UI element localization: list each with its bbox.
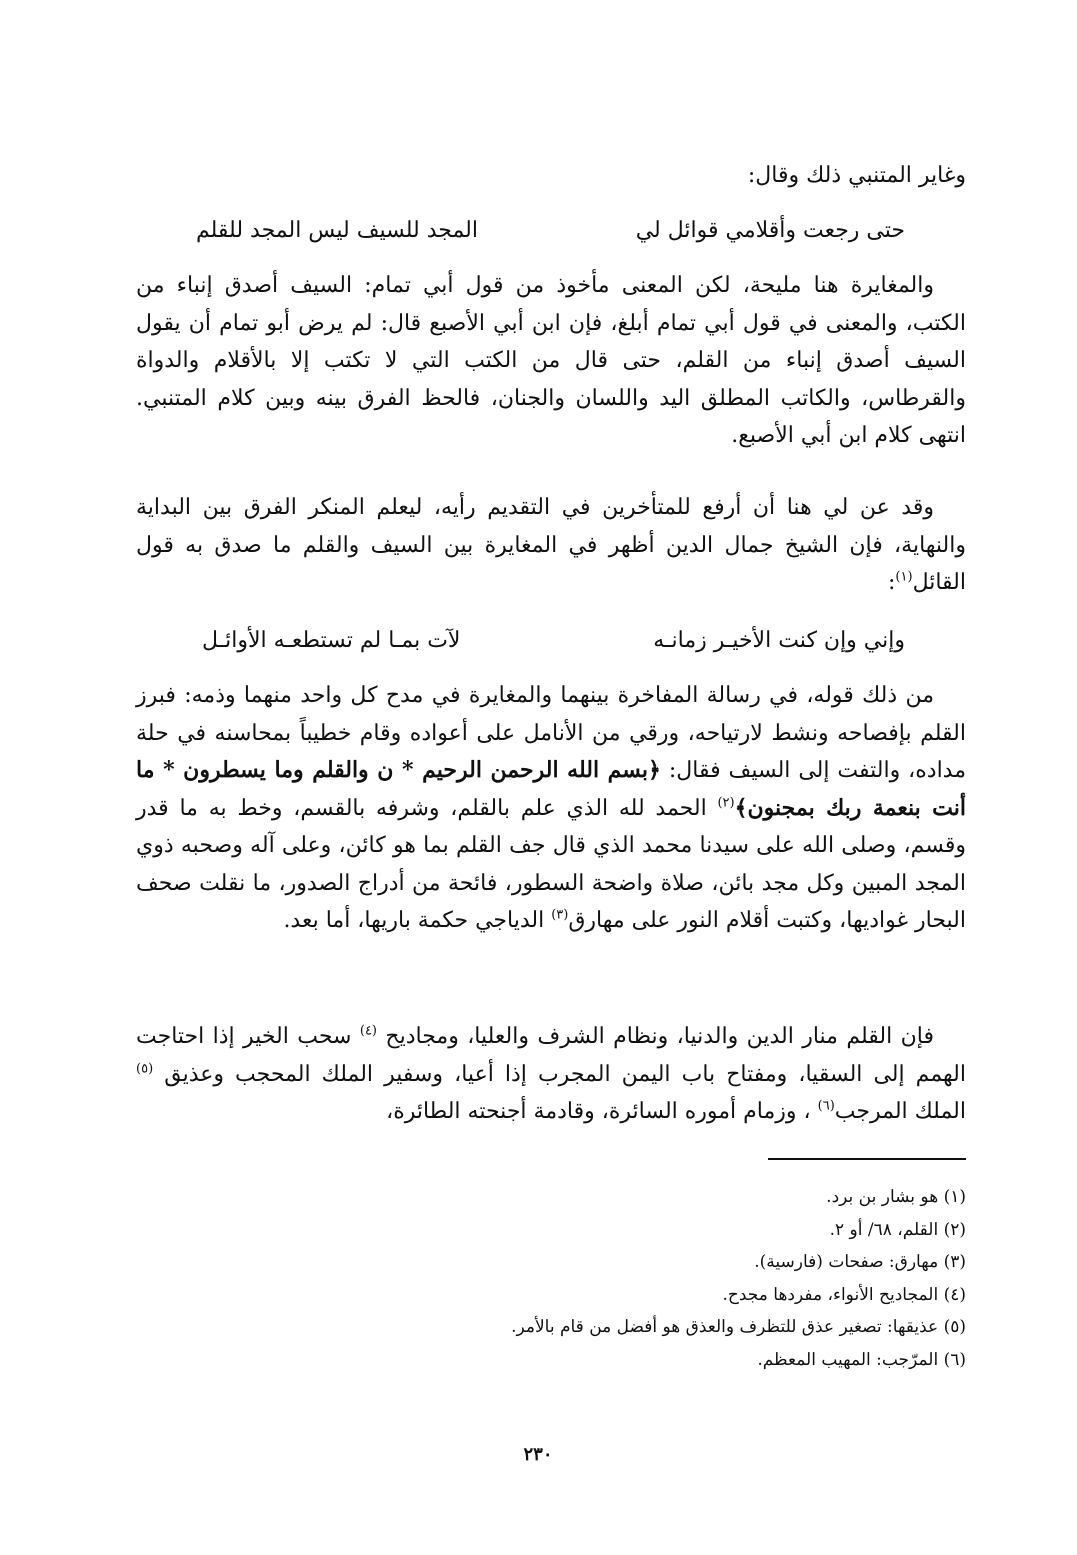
footnote-ref-5: (٥) [136, 1061, 154, 1077]
page-number: ٢٣٠ [523, 1444, 553, 1465]
paragraph-1: والمغايرة هنا مليحة، لكن المعنى مأخوذ من قول أبي تمام: السيف أصدق إنباء من الكتب، والمعنى في قول أبي تمام أبلغ، فإن ابن أبي الأصبع قال: لم يرض أبو تمام أن يقول السيف أصدق إنباء من القلم، حتى قال من الكتب التي لا تكتب إلا بالأقلام والدواة والقرطاس، والكاتب المطلق اليد واللسان والجنان، فالحظ الفرق بينه وبين كلام المتنبي. انتهى كلام ابن أبي الأصبع. [136, 273, 966, 448]
paragraph-2-text: وقد عن لي هنا أن أرفع للمتأخرين في التقديم رأيه، ليعلم المنكر الفرق بين البداية والنهاية، فإن الشيخ جمال الدين أظهر في المغايرة بين السيف والقلم ما صدق به قول القائل [136, 495, 966, 595]
footnote-ref-2: (٢) [717, 795, 735, 811]
paragraph-4-part-1: فإن القلم منار الدين والدنيا، ونظام الشرف والعليا، ومجاديح [385, 1024, 934, 1049]
verse-2-second-hemistich: لآت بمـا لم تستطعـه الأوائـل [202, 628, 461, 653]
paragraph-4-part-3: الملك المرجب [834, 1099, 966, 1124]
paragraph-4-part-4: ، وزمام أموره السائرة، وقادمة أجنحته الطائرة، [386, 1099, 811, 1124]
footnote-divider [768, 1158, 966, 1160]
footnote-6: (٦) المرّجب: المهيب المعظم. [757, 1349, 966, 1370]
verse-1-first-hemistich: حتى رجعت وأقلامي قوائل لي [635, 218, 905, 243]
footnote-5: (٥) عذيقها: تصغير عذق للتظرف والعذق هو أفضل من قام بالأمر. [511, 1317, 966, 1337]
footnote-4: (٤) المجاديح الأنواء، مفردها مجدح. [722, 1284, 966, 1305]
footnote-ref-6: (٦) [817, 1098, 835, 1114]
paragraph-4-part-2: سحب الخير إذا احتاجت الهمم إلى السقيا، ومفتاح باب اليمن المجرب إذا أعيا، وسفير الملك المحجب وعذيق [136, 1024, 966, 1087]
footnotes-list [136, 1181, 966, 1376]
paragraph-3-part-2: الحمد لله الذي علم بالقلم، وشرفه بالقسم، وخط به ما قدر وقسم، وصلى الله على سيدنا محمد الذي قال جف القلم بما هو كائن، وعلى آله وصحبه ذوي المجد المبين وكل مجد بائن، صلاة واضحة السطور، فائحة من أدراج الصدور، ما نقلت صحف البحار غواديها، وكتبت أقلام النور على مهارق [136, 795, 966, 933]
quran-quote: ﴿بسم الله الرحمن الرحيم * ن والقلم وما يسطرون * ما أنت بنعمة ربك بمجنون﴾ [136, 757, 966, 821]
footnote-ref-1: (١) [895, 569, 913, 585]
paragraph-4 [136, 1018, 966, 1131]
paragraph-3-part-1: من ذلك قوله، في رسالة المفاخرة بينهما والمغايرة في مدح كل واحد منهما وذمه: فبرز القلم بإفصاحه ونشط لارتياحه، ورقي من الأنامل على أعواده وقام خطيباً بمحاسنه في حلة مداده، والتفت إلى السيف فقال: [136, 683, 967, 783]
footnote-ref-4: (٤) [359, 1023, 377, 1039]
footnote-3: (٣) مهارق: صفحات (فارسية). [754, 1252, 966, 1272]
paragraph-3-part-3: الدياجي حكمة باريها، أما بعد. [283, 908, 545, 933]
paragraph-2-ending: : [888, 570, 896, 595]
paragraph-2 [136, 489, 966, 602]
intro-line: وغاير المتنبي ذلك وقال: [747, 163, 966, 188]
verse-2-first-hemistich: وإني وإن كنت الأخيـر زمانـه [653, 628, 905, 653]
verse-1-second-hemistich: المجد للسيف ليس المجد للقلم [196, 218, 478, 243]
footnote-1: (١) هو بشار بن برد. [826, 1187, 966, 1207]
paragraph-3 [136, 677, 966, 940]
footnote-ref-3: (٣) [551, 907, 569, 923]
footnote-2: (٢) القلم، ٦٨/ أو ٢. [829, 1219, 966, 1240]
